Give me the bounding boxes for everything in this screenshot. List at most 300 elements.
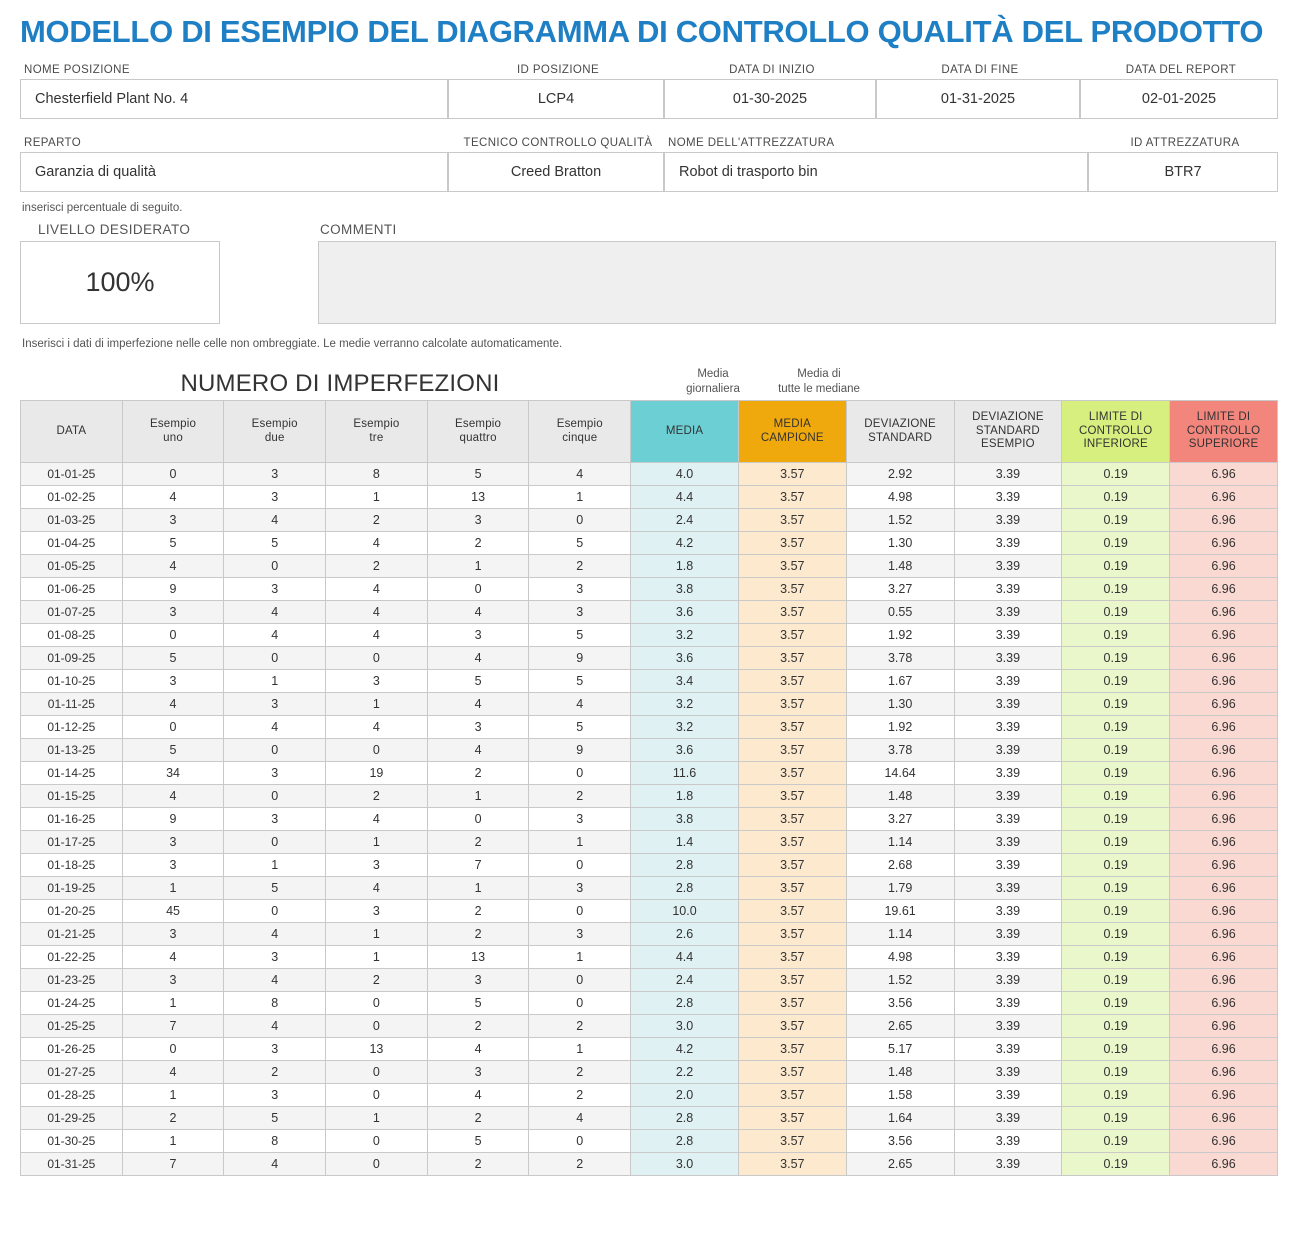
cell-esempio-due[interactable]: 0 (224, 831, 326, 854)
cell-esempio-quattro[interactable]: 7 (427, 854, 529, 877)
cell-esempio-due[interactable]: 4 (224, 601, 326, 624)
cell-limite-superiore: 6.96 (1170, 624, 1278, 647)
cell-data: 01-14-25 (21, 762, 123, 785)
cell-esempio-quattro[interactable]: 3 (427, 969, 529, 992)
cell-esempio-tre[interactable]: 19 (326, 762, 428, 785)
cell-esempio-due[interactable]: 5 (224, 532, 326, 555)
cell-deviazione-standard-esempio: 3.39 (954, 1061, 1062, 1084)
cell-esempio-cinque[interactable]: 3 (529, 808, 631, 831)
cell-esempio-due[interactable]: 4 (224, 624, 326, 647)
cell-esempio-cinque[interactable]: 9 (529, 647, 631, 670)
cell-deviazione-standard: 1.52 (846, 969, 954, 992)
cell-deviazione-standard: 14.64 (846, 762, 954, 785)
cell-limite-superiore: 6.96 (1170, 555, 1278, 578)
cell-data: 01-30-25 (21, 1130, 123, 1153)
cell-media: 2.8 (631, 1130, 739, 1153)
cell-esempio-due[interactable]: 0 (224, 739, 326, 762)
cell-data: 01-15-25 (21, 785, 123, 808)
cell-deviazione-standard-esempio: 3.39 (954, 509, 1062, 532)
cell-esempio-uno[interactable]: 0 (122, 463, 224, 486)
cell-limite-inferiore: 0.19 (1062, 762, 1170, 785)
cell-esempio-uno[interactable]: 34 (122, 762, 224, 785)
cell-media-campione: 3.57 (738, 1038, 846, 1061)
cell-esempio-uno[interactable]: 45 (122, 900, 224, 923)
cell-esempio-quattro[interactable]: 4 (427, 693, 529, 716)
cell-esempio-uno[interactable]: 1 (122, 877, 224, 900)
col-esempio-cinque-l1: Esempio (556, 417, 603, 430)
cell-limite-superiore: 6.96 (1170, 762, 1278, 785)
cell-esempio-due[interactable]: 8 (224, 1130, 326, 1153)
cell-esempio-tre[interactable]: 1 (326, 693, 428, 716)
cell-esempio-quattro[interactable]: 13 (427, 486, 529, 509)
label-reparto: REPARTO (24, 137, 82, 149)
label-id-posizione: ID POSIZIONE (516, 64, 600, 76)
desired-level-label: LIVELLO DESIDERATO (38, 222, 191, 237)
cell-esempio-due[interactable]: 0 (224, 647, 326, 670)
cell-esempio-due[interactable]: 4 (224, 1153, 326, 1176)
cell-esempio-quattro[interactable]: 0 (427, 578, 529, 601)
cell-esempio-uno[interactable]: 5 (122, 532, 224, 555)
cell-media-campione: 3.57 (738, 555, 846, 578)
cell-media: 4.4 (631, 946, 739, 969)
col-esempio-due-l1: Esempio (251, 417, 298, 430)
cell-esempio-cinque[interactable]: 1 (529, 1038, 631, 1061)
cell-esempio-due[interactable]: 3 (224, 486, 326, 509)
cell-esempio-cinque[interactable]: 4 (529, 1107, 631, 1130)
col-deviazione-standard (846, 401, 954, 463)
table-header-row (21, 401, 1278, 463)
header-row1-values (20, 79, 1278, 119)
cell-esempio-uno[interactable]: 1 (122, 1084, 224, 1107)
cell-esempio-uno[interactable]: 4 (122, 555, 224, 578)
cell-limite-superiore: 6.96 (1170, 1015, 1278, 1038)
cell-media: 3.6 (631, 647, 739, 670)
cell-esempio-uno[interactable]: 0 (122, 716, 224, 739)
cell-esempio-tre[interactable]: 0 (326, 1153, 428, 1176)
comments-input[interactable] (318, 241, 1276, 324)
level-comments-section (20, 222, 1280, 324)
cell-esempio-tre[interactable]: 13 (326, 1038, 428, 1061)
cell-esempio-quattro[interactable]: 3 (427, 509, 529, 532)
cell-deviazione-standard: 1.79 (846, 877, 954, 900)
desired-level-value[interactable]: 100% (20, 241, 220, 324)
cell-esempio-quattro[interactable]: 5 (427, 1130, 529, 1153)
field-id-posizione[interactable]: LCP4 (448, 79, 664, 119)
cell-esempio-tre[interactable]: 0 (326, 1015, 428, 1038)
cell-esempio-due[interactable]: 3 (224, 1084, 326, 1107)
cell-esempio-quattro[interactable]: 5 (427, 670, 529, 693)
cell-esempio-due[interactable]: 1 (224, 670, 326, 693)
cell-esempio-tre[interactable]: 3 (326, 670, 428, 693)
cell-esempio-cinque[interactable]: 0 (529, 992, 631, 1015)
cell-esempio-due[interactable]: 8 (224, 992, 326, 1015)
cell-esempio-quattro[interactable]: 2 (427, 532, 529, 555)
cell-esempio-tre[interactable]: 0 (326, 1084, 428, 1107)
cell-esempio-due[interactable]: 0 (224, 900, 326, 923)
cell-deviazione-standard: 3.56 (846, 1130, 954, 1153)
cell-esempio-cinque[interactable]: 2 (529, 1084, 631, 1107)
cell-esempio-tre[interactable]: 1 (326, 946, 428, 969)
cell-esempio-tre[interactable]: 0 (326, 992, 428, 1015)
cell-esempio-quattro[interactable]: 2 (427, 900, 529, 923)
table-row (21, 762, 1278, 785)
cell-esempio-tre[interactable]: 0 (326, 1061, 428, 1084)
cell-esempio-tre[interactable]: 3 (326, 900, 428, 923)
cell-media: 4.2 (631, 532, 739, 555)
col-lcs-l3: SUPERIORE (1188, 438, 1259, 451)
col-limite-inferiore (1062, 401, 1170, 463)
cell-esempio-tre[interactable]: 4 (326, 808, 428, 831)
cell-media-campione: 3.57 (738, 601, 846, 624)
cell-esempio-uno[interactable]: 3 (122, 831, 224, 854)
cell-data: 01-25-25 (21, 1015, 123, 1038)
cell-esempio-cinque[interactable]: 1 (529, 831, 631, 854)
cell-esempio-tre[interactable]: 0 (326, 739, 428, 762)
field-tecnico-qc[interactable]: Creed Bratton (448, 152, 664, 192)
cell-deviazione-standard-esempio: 3.39 (954, 900, 1062, 923)
cell-media-campione: 3.57 (738, 900, 846, 923)
cell-esempio-tre[interactable]: 8 (326, 463, 428, 486)
cell-limite-superiore: 6.96 (1170, 578, 1278, 601)
field-data-inizio[interactable]: 01-30-2025 (664, 79, 876, 119)
cell-esempio-cinque[interactable]: 3 (529, 923, 631, 946)
cell-deviazione-standard: 3.78 (846, 647, 954, 670)
cell-esempio-cinque[interactable]: 0 (529, 1130, 631, 1153)
cell-esempio-cinque[interactable]: 9 (529, 739, 631, 762)
cell-deviazione-standard-esempio: 3.39 (954, 1153, 1062, 1176)
cell-esempio-cinque[interactable]: 2 (529, 1061, 631, 1084)
cell-deviazione-standard-esempio: 3.39 (954, 877, 1062, 900)
cell-deviazione-standard-esempio: 3.39 (954, 923, 1062, 946)
cell-esempio-uno[interactable]: 0 (122, 1038, 224, 1061)
cell-esempio-quattro[interactable]: 1 (427, 785, 529, 808)
table-row (21, 532, 1278, 555)
field-data-fine[interactable]: 01-31-2025 (876, 79, 1080, 119)
col-esempio-quattro (427, 401, 529, 463)
cell-esempio-uno[interactable]: 4 (122, 785, 224, 808)
cell-esempio-due[interactable]: 4 (224, 969, 326, 992)
cell-esempio-cinque[interactable]: 2 (529, 1015, 631, 1038)
cell-limite-inferiore: 0.19 (1062, 831, 1170, 854)
cell-limite-superiore: 6.96 (1170, 601, 1278, 624)
cell-deviazione-standard-esempio: 3.39 (954, 1038, 1062, 1061)
cell-media: 2.4 (631, 509, 739, 532)
cell-limite-inferiore: 0.19 (1062, 1130, 1170, 1153)
cell-esempio-uno[interactable]: 3 (122, 601, 224, 624)
cell-esempio-cinque[interactable]: 3 (529, 578, 631, 601)
cell-limite-inferiore: 0.19 (1062, 785, 1170, 808)
cell-esempio-cinque[interactable]: 5 (529, 670, 631, 693)
cell-esempio-uno[interactable]: 5 (122, 739, 224, 762)
col-esempio-due-l2: due (264, 431, 285, 444)
cell-esempio-due[interactable]: 3 (224, 693, 326, 716)
cell-deviazione-standard-esempio: 3.39 (954, 601, 1062, 624)
cell-limite-inferiore: 0.19 (1062, 486, 1170, 509)
cell-deviazione-standard: 1.92 (846, 624, 954, 647)
cell-esempio-due[interactable]: 2 (224, 1061, 326, 1084)
cell-esempio-tre[interactable]: 1 (326, 486, 428, 509)
cell-media-campione: 3.57 (738, 670, 846, 693)
cell-limite-superiore: 6.96 (1170, 532, 1278, 555)
field-data-report[interactable]: 02-01-2025 (1080, 79, 1278, 119)
cell-esempio-due[interactable]: 0 (224, 555, 326, 578)
cell-limite-inferiore: 0.19 (1062, 854, 1170, 877)
cell-limite-inferiore: 0.19 (1062, 946, 1170, 969)
cell-esempio-due[interactable]: 3 (224, 946, 326, 969)
cell-esempio-cinque[interactable]: 1 (529, 486, 631, 509)
cell-esempio-cinque[interactable]: 0 (529, 900, 631, 923)
col-media-campione-l1: MEDIA (773, 417, 812, 430)
cell-esempio-due[interactable]: 3 (224, 578, 326, 601)
cell-media-campione: 3.57 (738, 785, 846, 808)
cell-esempio-uno[interactable]: 4 (122, 946, 224, 969)
cell-esempio-due[interactable]: 3 (224, 762, 326, 785)
table-top-labels (20, 356, 1278, 400)
cell-esempio-uno[interactable]: 5 (122, 647, 224, 670)
cell-deviazione-standard-esempio: 3.39 (954, 762, 1062, 785)
table-row (21, 601, 1278, 624)
col-lcs-l1: LIMITE DI (1196, 411, 1251, 424)
cell-esempio-quattro[interactable]: 3 (427, 716, 529, 739)
cell-esempio-quattro[interactable]: 2 (427, 923, 529, 946)
cell-esempio-due[interactable]: 3 (224, 808, 326, 831)
cell-esempio-uno[interactable]: 3 (122, 923, 224, 946)
cell-esempio-quattro[interactable]: 1 (427, 555, 529, 578)
col-dev-l2: STANDARD (868, 431, 933, 444)
cell-limite-superiore: 6.96 (1170, 486, 1278, 509)
table-row (21, 946, 1278, 969)
cell-limite-inferiore: 0.19 (1062, 923, 1170, 946)
table-row (21, 509, 1278, 532)
cell-esempio-tre[interactable]: 4 (326, 877, 428, 900)
cell-media: 3.8 (631, 808, 739, 831)
cell-esempio-tre[interactable]: 2 (326, 555, 428, 578)
cell-limite-superiore: 6.96 (1170, 1038, 1278, 1061)
cell-deviazione-standard: 1.64 (846, 1107, 954, 1130)
cell-media-campione: 3.57 (738, 762, 846, 785)
col-esempio-uno (122, 401, 224, 463)
cell-esempio-cinque[interactable]: 0 (529, 969, 631, 992)
cell-limite-inferiore: 0.19 (1062, 739, 1170, 762)
cell-media: 4.0 (631, 463, 739, 486)
cell-esempio-tre[interactable]: 4 (326, 532, 428, 555)
cell-media: 2.8 (631, 992, 739, 1015)
field-nome-attrezzatura[interactable]: Robot di trasporto bin (664, 152, 1088, 192)
cell-media: 1.4 (631, 831, 739, 854)
cell-media: 3.6 (631, 739, 739, 762)
cell-limite-superiore: 6.96 (1170, 509, 1278, 532)
cell-esempio-tre[interactable]: 2 (326, 509, 428, 532)
cell-limite-superiore: 6.96 (1170, 900, 1278, 923)
table-row (21, 854, 1278, 877)
cell-deviazione-standard-esempio: 3.39 (954, 532, 1062, 555)
cell-esempio-tre[interactable]: 2 (326, 969, 428, 992)
cell-esempio-tre[interactable]: 1 (326, 1107, 428, 1130)
cell-esempio-quattro[interactable]: 4 (427, 1084, 529, 1107)
field-reparto[interactable]: Garanzia di qualità (20, 152, 448, 192)
table-row (21, 739, 1278, 762)
cell-esempio-due[interactable]: 1 (224, 854, 326, 877)
cell-esempio-tre[interactable]: 2 (326, 785, 428, 808)
cell-esempio-quattro[interactable]: 5 (427, 463, 529, 486)
cell-media-campione: 3.57 (738, 969, 846, 992)
cell-esempio-quattro[interactable]: 4 (427, 739, 529, 762)
cell-esempio-quattro[interactable]: 2 (427, 1107, 529, 1130)
cell-deviazione-standard-esempio: 3.39 (954, 463, 1062, 486)
cell-esempio-tre[interactable]: 1 (326, 923, 428, 946)
cell-esempio-uno[interactable]: 3 (122, 969, 224, 992)
cell-media-campione: 3.57 (738, 854, 846, 877)
cell-esempio-quattro[interactable]: 0 (427, 808, 529, 831)
cell-data: 01-23-25 (21, 969, 123, 992)
cell-media: 3.2 (631, 624, 739, 647)
cell-esempio-uno[interactable]: 9 (122, 578, 224, 601)
table-row (21, 624, 1278, 647)
cell-esempio-cinque[interactable]: 0 (529, 854, 631, 877)
cell-esempio-due[interactable]: 4 (224, 716, 326, 739)
cell-deviazione-standard: 3.78 (846, 739, 954, 762)
cell-limite-inferiore: 0.19 (1062, 509, 1170, 532)
cell-esempio-uno[interactable]: 7 (122, 1153, 224, 1176)
cell-media-campione: 3.57 (738, 1153, 846, 1176)
cell-limite-inferiore: 0.19 (1062, 624, 1170, 647)
cell-deviazione-standard: 1.14 (846, 831, 954, 854)
cell-esempio-due[interactable]: 4 (224, 923, 326, 946)
cell-esempio-uno[interactable]: 7 (122, 1015, 224, 1038)
cell-esempio-quattro[interactable]: 5 (427, 992, 529, 1015)
cell-esempio-tre[interactable]: 4 (326, 578, 428, 601)
cell-esempio-tre[interactable]: 0 (326, 1130, 428, 1153)
cell-esempio-quattro[interactable]: 4 (427, 647, 529, 670)
cell-esempio-cinque[interactable]: 4 (529, 693, 631, 716)
cell-esempio-uno[interactable]: 9 (122, 808, 224, 831)
cell-media-campione: 3.57 (738, 992, 846, 1015)
cell-media-campione: 3.57 (738, 624, 846, 647)
cell-limite-superiore: 6.96 (1170, 1107, 1278, 1130)
cell-esempio-due[interactable]: 3 (224, 1038, 326, 1061)
cell-esempio-quattro[interactable]: 1 (427, 877, 529, 900)
cell-limite-inferiore: 0.19 (1062, 969, 1170, 992)
cell-esempio-quattro[interactable]: 2 (427, 831, 529, 854)
cell-esempio-cinque[interactable]: 4 (529, 463, 631, 486)
col-esempio-uno-l1: Esempio (149, 417, 197, 430)
cell-esempio-cinque[interactable]: 2 (529, 555, 631, 578)
cell-esempio-uno[interactable]: 2 (122, 1107, 224, 1130)
cell-esempio-quattro[interactable]: 2 (427, 1015, 529, 1038)
header-row2-values (20, 152, 1278, 192)
cell-limite-superiore: 6.96 (1170, 693, 1278, 716)
cell-esempio-due[interactable]: 5 (224, 1107, 326, 1130)
cell-esempio-tre[interactable]: 4 (326, 624, 428, 647)
cell-media: 4.2 (631, 1038, 739, 1061)
col-limite-superiore (1170, 401, 1278, 463)
cell-esempio-due[interactable]: 3 (224, 463, 326, 486)
field-id-attrezzatura[interactable]: BTR7 (1088, 152, 1278, 192)
table-row (21, 877, 1278, 900)
table-row (21, 555, 1278, 578)
cell-esempio-tre[interactable]: 0 (326, 647, 428, 670)
cell-esempio-uno[interactable]: 3 (122, 509, 224, 532)
cell-esempio-quattro[interactable]: 3 (427, 624, 529, 647)
cell-media-campione: 3.57 (738, 739, 846, 762)
cell-media-campione: 3.57 (738, 716, 846, 739)
cell-esempio-uno[interactable]: 1 (122, 992, 224, 1015)
cell-esempio-tre[interactable]: 4 (326, 601, 428, 624)
cell-esempio-cinque[interactable]: 2 (529, 1153, 631, 1176)
table-row (21, 1038, 1278, 1061)
cell-esempio-cinque[interactable]: 0 (529, 509, 631, 532)
cell-esempio-uno[interactable]: 0 (122, 624, 224, 647)
cell-esempio-tre[interactable]: 4 (326, 716, 428, 739)
cell-esempio-cinque[interactable]: 2 (529, 785, 631, 808)
cell-esempio-uno[interactable]: 4 (122, 486, 224, 509)
cell-esempio-quattro[interactable]: 2 (427, 1153, 529, 1176)
table-row (21, 670, 1278, 693)
cell-esempio-uno[interactable]: 3 (122, 670, 224, 693)
cell-esempio-uno[interactable]: 3 (122, 854, 224, 877)
cell-data: 01-29-25 (21, 1107, 123, 1130)
col-lci-l1: LIMITE DI (1088, 411, 1143, 424)
cell-esempio-uno[interactable]: 4 (122, 693, 224, 716)
cell-media: 1.8 (631, 555, 739, 578)
cell-esempio-due[interactable]: 5 (224, 877, 326, 900)
col-lci-l3: INFERIORE (1083, 438, 1148, 451)
cell-esempio-cinque[interactable]: 5 (529, 532, 631, 555)
cell-esempio-cinque[interactable]: 0 (529, 762, 631, 785)
cell-esempio-due[interactable]: 4 (224, 1015, 326, 1038)
cell-deviazione-standard: 1.48 (846, 785, 954, 808)
cell-media-campione: 3.57 (738, 831, 846, 854)
cell-limite-inferiore: 0.19 (1062, 1038, 1170, 1061)
col-esempio-cinque (529, 401, 631, 463)
cell-esempio-due[interactable]: 4 (224, 509, 326, 532)
col-esempio-cinque-l2: cinque (562, 431, 598, 444)
cell-media: 10.0 (631, 900, 739, 923)
cell-limite-superiore: 6.96 (1170, 808, 1278, 831)
cell-limite-superiore: 6.96 (1170, 670, 1278, 693)
cell-esempio-quattro[interactable]: 2 (427, 762, 529, 785)
cell-media: 2.4 (631, 969, 739, 992)
cell-esempio-tre[interactable]: 1 (326, 831, 428, 854)
cell-esempio-quattro[interactable]: 13 (427, 946, 529, 969)
cell-esempio-cinque[interactable]: 5 (529, 716, 631, 739)
cell-data: 01-12-25 (21, 716, 123, 739)
cell-esempio-uno[interactable]: 4 (122, 1061, 224, 1084)
cell-esempio-cinque[interactable]: 3 (529, 877, 631, 900)
cell-esempio-quattro[interactable]: 4 (427, 1038, 529, 1061)
cell-esempio-cinque[interactable]: 1 (529, 946, 631, 969)
cell-esempio-cinque[interactable]: 5 (529, 624, 631, 647)
cell-esempio-tre[interactable]: 3 (326, 854, 428, 877)
cell-esempio-cinque[interactable]: 3 (529, 601, 631, 624)
cell-limite-inferiore: 0.19 (1062, 555, 1170, 578)
cell-deviazione-standard-esempio: 3.39 (954, 716, 1062, 739)
cell-esempio-uno[interactable]: 1 (122, 1130, 224, 1153)
cell-deviazione-standard-esempio: 3.39 (954, 555, 1062, 578)
cell-deviazione-standard-esempio: 3.39 (954, 624, 1062, 647)
cell-esempio-due[interactable]: 0 (224, 785, 326, 808)
cell-esempio-quattro[interactable]: 3 (427, 1061, 529, 1084)
cell-media: 2.8 (631, 877, 739, 900)
cell-media: 3.2 (631, 693, 739, 716)
field-nome-posizione[interactable]: Chesterfield Plant No. 4 (20, 79, 448, 119)
cell-limite-superiore: 6.96 (1170, 969, 1278, 992)
table-row (21, 969, 1278, 992)
cell-esempio-quattro[interactable]: 4 (427, 601, 529, 624)
cell-media: 4.4 (631, 486, 739, 509)
cell-deviazione-standard: 3.56 (846, 992, 954, 1015)
col-media-campione-l2: CAMPIONE (760, 431, 824, 444)
